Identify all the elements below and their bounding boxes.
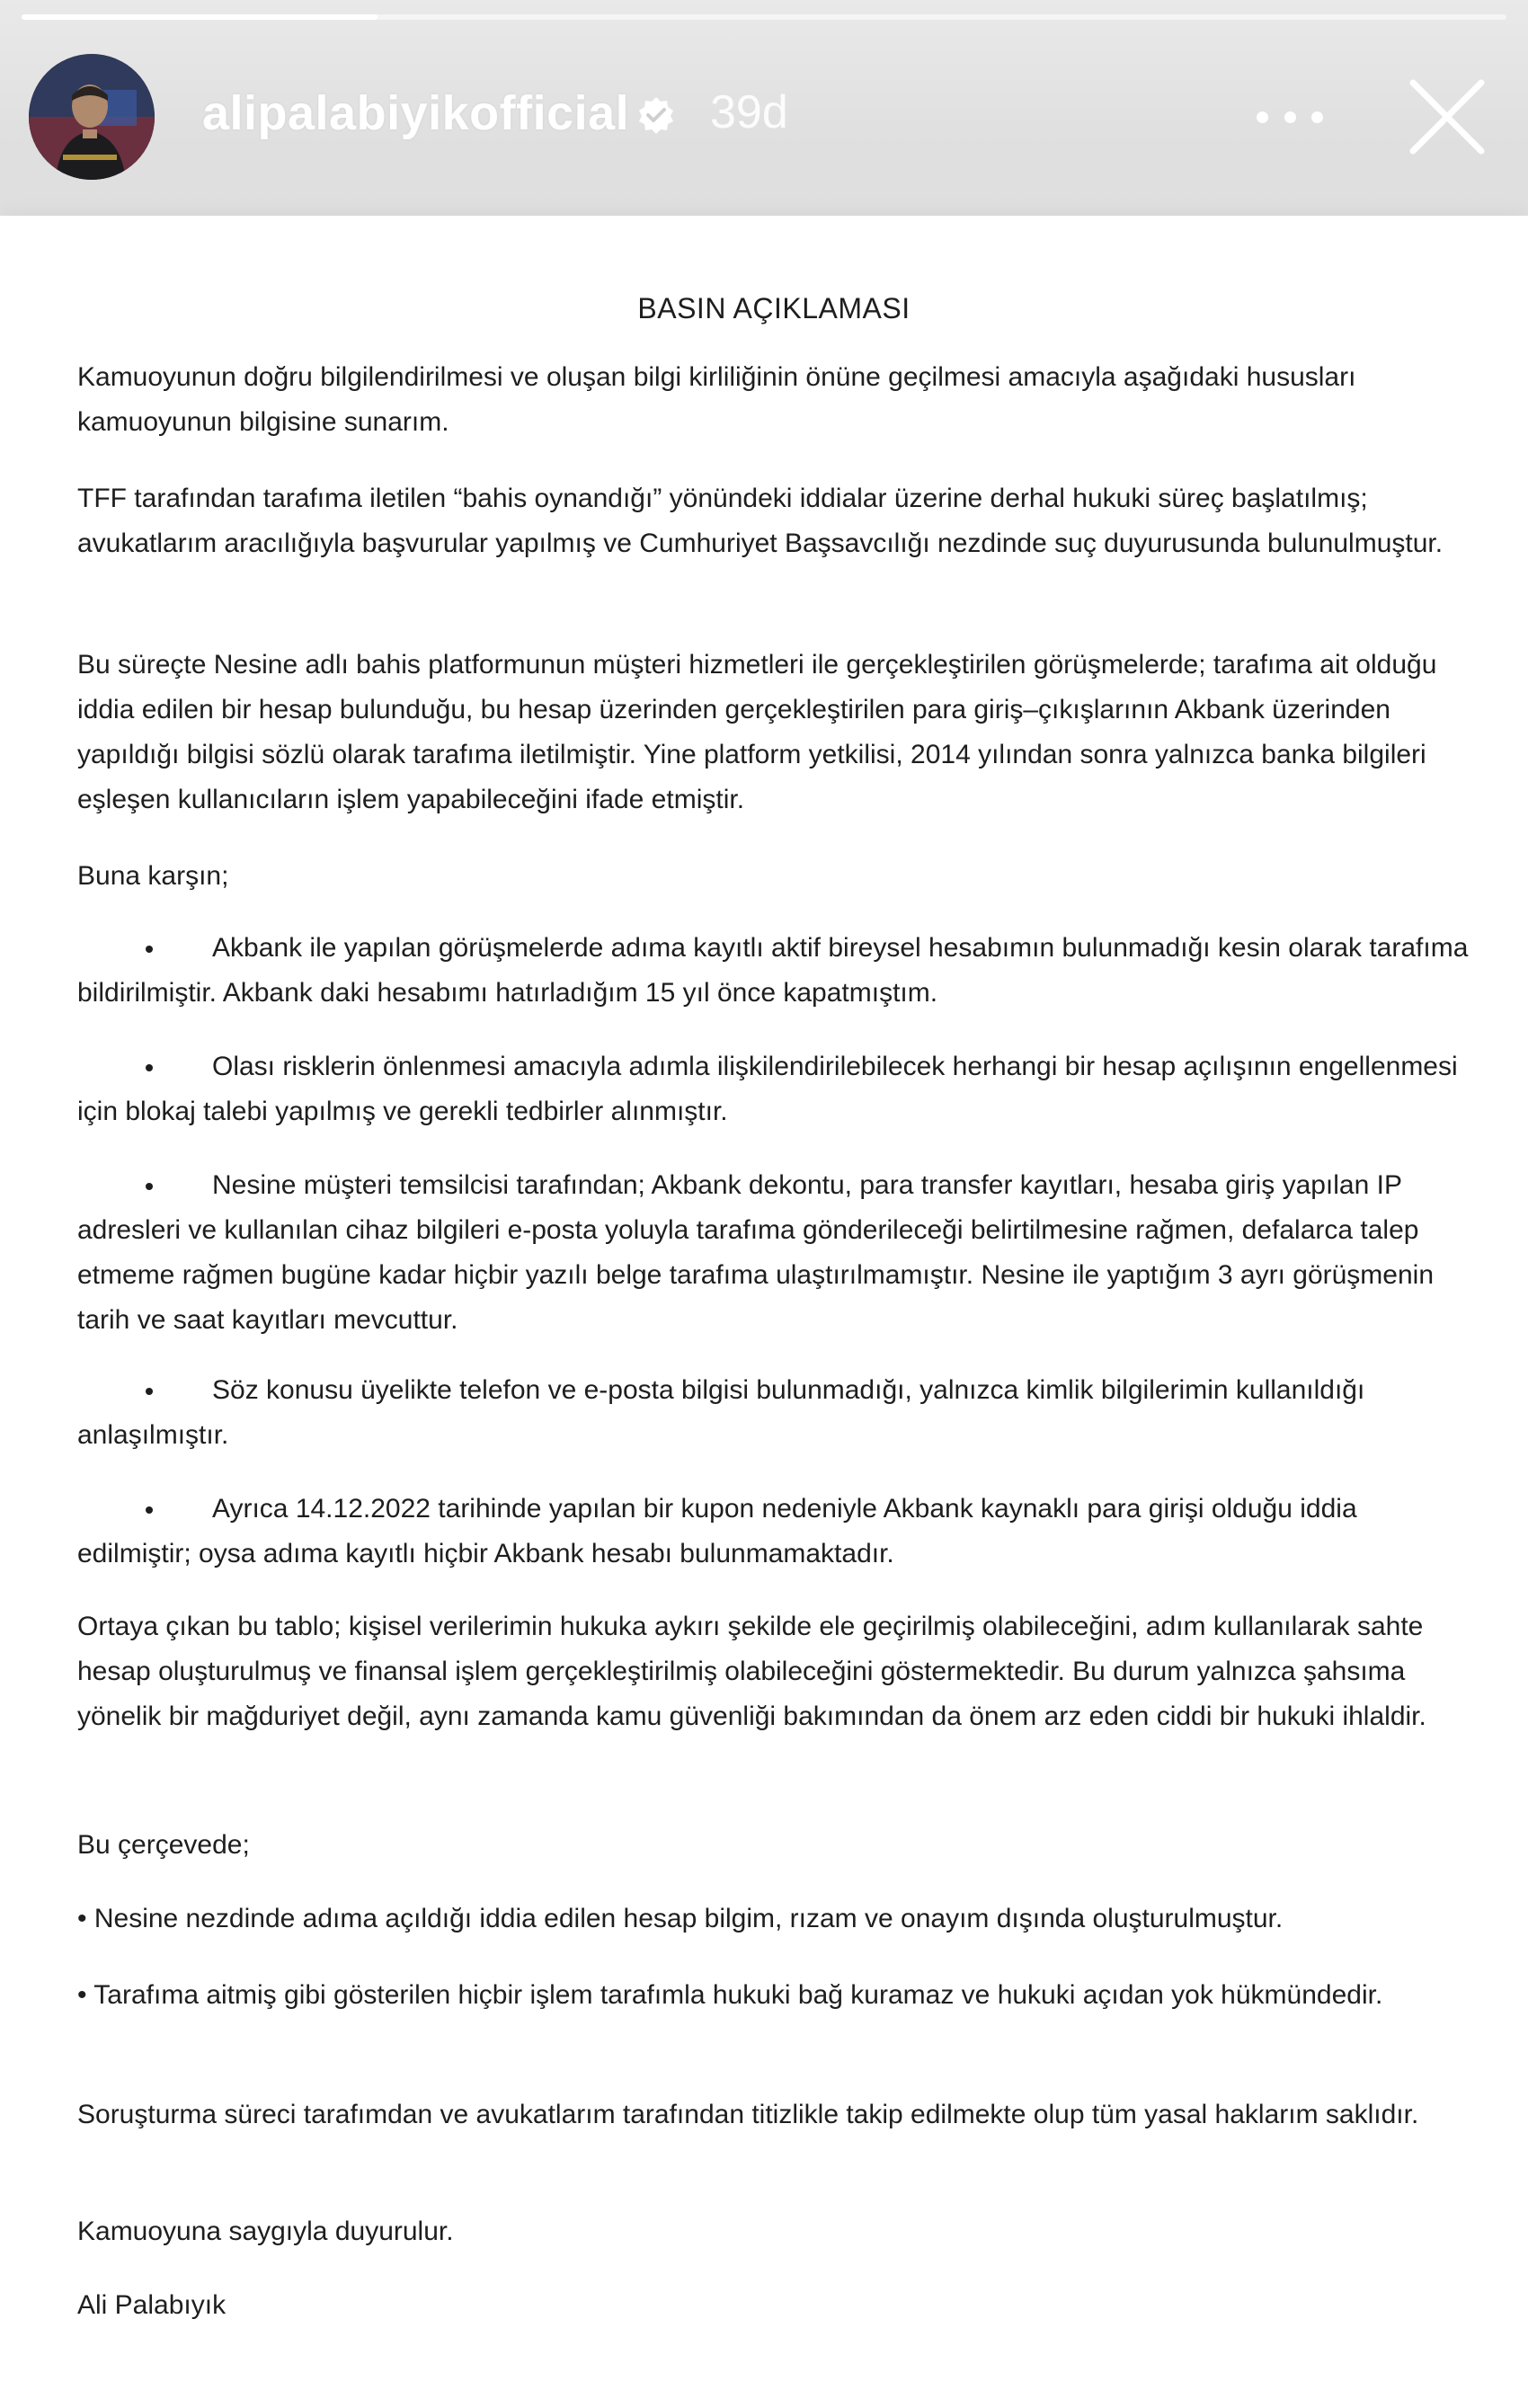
bullet-dot-icon	[77, 1368, 212, 1413]
framework-item: • Tarafıma aitmiş gibi gösterilen hiçbir işlem tarafımla hukuki bağ kuramaz ve hukuki açıdan yok hükmündedir.	[77, 1980, 1383, 2010]
bullet-text: Akbank ile yapılan görüşmelerde adıma kayıtlı aktif bireysel hesabımın bulunmadığı kesin olarak tarafıma bildirilmiştir. Akbank daki hesabımı hatırladığım 15 yıl önce kapatmıştım.	[77, 933, 1469, 1008]
paragraph-nesine-account: Bu süreçte Nesine adlı bahis platformunun müşteri hizmetleri ile gerçekleştirilen görüşmelerde; tarafıma ait olduğu iddia edilen bir hesap bulunduğu, bu hesap üzerinden gerçekleştirilen para giriş–çıkışlarının Akbank üzerinden yapıldığı bilgisi sözlü olarak tarafıma iletilmiştir. Yine platform yetkilisi, 2014 yılından sonra yalnızca banka bilgileri eşleşen kullanıcıların işlem yapabileceğini ifade etmiştir.	[77, 650, 1437, 814]
bullet-text: Söz konusu üyelikte telefon ve e-posta bilgisi bulunmadığı, yalnızca kimlik bilgilerimin kullanıldığı anlaşılmıştır.	[77, 1375, 1365, 1450]
document-title: BASIN AÇIKLAMASI	[637, 292, 911, 324]
press-release-document	[0, 216, 1528, 2408]
more-options-icon[interactable]	[1249, 90, 1330, 144]
bullet-text: Nesine müşteri temsilcisi tarafından; Akbank dekontu, para transfer kayıtları, hesaba giriş yapılan IP adresleri ve kullanılan cihaz bilgileri e-posta yoluyla tarafıma gönderileceği belirtilmesine rağmen, defalarca talep etmeme rağmen bugüne kadar hiçbir yazılı belge tarafıma ulaştırılmamıştır. Nesine ile yaptığım 3 ayrı görüşmenin tarih ve saat kayıtları mevcuttur.	[77, 1170, 1435, 1335]
bullet-text: Ayrıca 14.12.2022 tarihinde yapılan bir kupon nedeniyle Akbank kaynaklı para girişi olduğu iddia edilmiştir; oysa adıma kayıtlı hiçbir Akbank hesabı bulunmamaktadır.	[77, 1494, 1357, 1568]
bullet-dot-icon	[77, 926, 212, 971]
paragraph-legal-process: TFF tarafından tarafıma iletilen “bahis oynandığı” yönündeki iddialar üzerine derhal hukuki süreç başlatılmış; avukatlarım aracılığıyla başvurular yapılmış ve Cumhuriyet Başsavcılığı nezdinde suç duyurusunda bulunulmuştur.	[77, 484, 1444, 558]
story-progress-fill	[22, 14, 378, 20]
bullet-item	[77, 1163, 1470, 1343]
close-icon[interactable]	[1402, 72, 1492, 162]
bullet-dot-icon	[77, 1487, 212, 1532]
framework-item: • Nesine nezdinde adıma açıldığı iddia edilen hesap bilgim, rızam ve onayım dışında oluşturulmuştur.	[77, 1904, 1284, 1933]
bullet-item	[77, 1487, 1470, 1577]
verified-badge-icon	[636, 95, 676, 135]
paragraph-closing: Soruşturma süreci tarafımdan ve avukatlarım tarafından titizlikle takip edilmekte olup tüm yasal haklarım saklıdır.	[77, 2100, 1419, 2129]
paragraph-intro: Kamuoyunun doğru bilgilendirilmesi ve oluşan bilgi kirliliğinin önüne geçilmesi amacıyla aşağıdaki hususları kamuoyunun bilgisine sunarım.	[77, 362, 1356, 437]
signature: Ali Palabıyık	[77, 2290, 227, 2320]
story-progress-bar	[22, 14, 1506, 20]
salutation: Kamuoyuna saygıyla duyurulur.	[77, 2217, 454, 2246]
post-time: 39d	[710, 86, 788, 138]
paragraph-framework-intro: Bu çerçevede;	[77, 1830, 250, 1860]
paragraph-conclusion: Ortaya çıkan bu tablo; kişisel verilerimin hukuka aykırı şekilde ele geçirilmiş olabileceğini, adım kullanılarak sahte hesap oluşturulmuş ve finansal işlem gerçekleştirilmiş olabileceğini göstermektedir. Bu durum yalnızca şahsıma yönelik bir mağduriyet değil, aynı zamanda kamu güvenliği bakımından da önem arz eden ciddi bir hukuki ihlaldir.	[77, 1612, 1426, 1731]
avatar[interactable]	[29, 54, 155, 180]
bullet-dot-icon	[77, 1163, 212, 1208]
bullet-item	[77, 926, 1470, 1016]
bullet-text: Olası risklerin önlenmesi amacıyla adımla ilişkilendirilebilecek herhangi bir hesap açılışının engellenmesi için blokaj talebi yapılmış ve gerekli tedbirler alınmıştır.	[77, 1052, 1458, 1126]
avatar-image	[29, 54, 155, 180]
bullet-item	[77, 1368, 1470, 1458]
username[interactable]: alipalabiyikofficial	[202, 86, 630, 140]
bullet-dot-icon	[77, 1044, 212, 1089]
paragraph-however: Buna karşın;	[77, 861, 229, 891]
bullet-item	[77, 1044, 1470, 1134]
story-header	[0, 36, 1528, 207]
